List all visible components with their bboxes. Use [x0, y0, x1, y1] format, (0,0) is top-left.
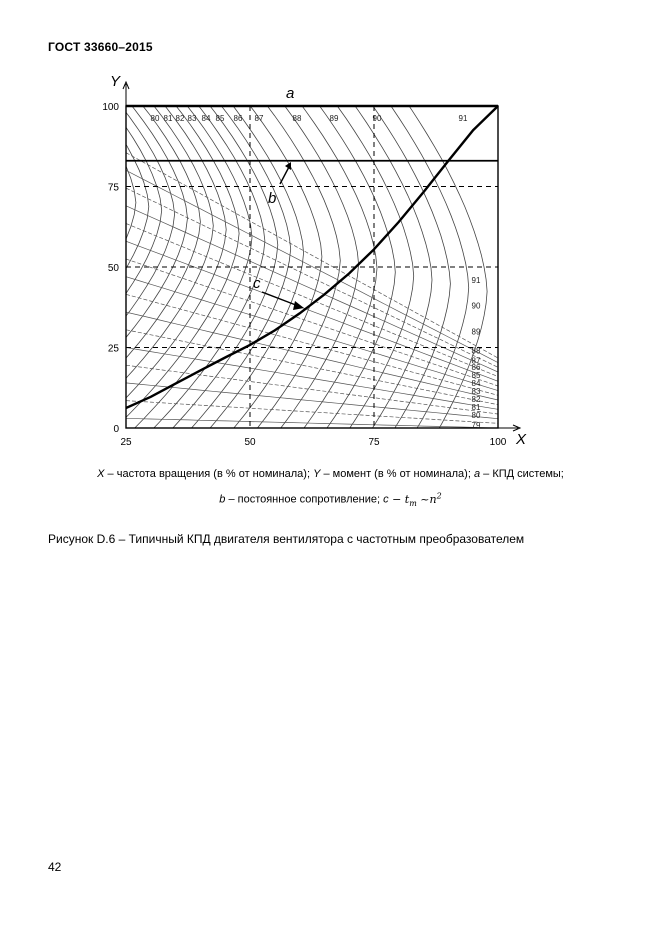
efficiency-contour-line	[126, 188, 498, 367]
contour-label: 80	[471, 411, 481, 421]
label-a: a	[286, 85, 295, 102]
efficiency-contour-line	[126, 153, 498, 358]
efficiency-contour-line	[126, 241, 498, 381]
efficiency-contour-line	[368, 50, 487, 470]
x-tick-label: 100	[489, 437, 507, 448]
legend-b-text: – постоянное сопротивление;	[225, 493, 384, 506]
formula-subscript: m	[409, 498, 417, 508]
formula-part-n: ~n	[416, 492, 437, 506]
y-tick-label: 25	[107, 343, 119, 355]
efficiency-contour-line	[14, 0, 200, 463]
contour-label: 81	[471, 403, 481, 413]
contour-label: 80	[150, 114, 160, 123]
legend-a-text: – КПД системы;	[480, 468, 564, 480]
figure-title: Рисунок D.6 – Типичный КПД двигателя вентилятора с частотным преобразователем	[48, 532, 525, 546]
page-number: 42	[48, 860, 62, 874]
contour-label: 90	[372, 114, 382, 123]
contour-label: 82	[471, 395, 481, 405]
x-tick-label: 75	[368, 437, 380, 448]
legend-a-symbol: a	[473, 468, 481, 480]
contour-label: 87	[254, 114, 264, 123]
contour-label: 91	[471, 275, 481, 285]
efficiency-contour-line	[126, 312, 498, 400]
efficiency-contour-line	[126, 348, 498, 413]
legend-line-1	[0, 464, 661, 485]
legend-b-symbol: b	[219, 493, 226, 506]
efficiency-contour-line	[126, 383, 498, 419]
contour-label: 82	[175, 114, 185, 123]
contour-label: 91	[458, 114, 468, 123]
contour-label: 85	[215, 114, 225, 123]
torque-curve-c	[126, 106, 498, 408]
legend-c-formula	[389, 493, 442, 506]
efficiency-contour-line	[64, 0, 239, 470]
efficiency-contour-line	[31, 0, 213, 467]
legend-line-2	[0, 485, 661, 514]
label-b: b	[268, 190, 277, 207]
figure-legend	[0, 464, 661, 514]
efficiency-contour-line	[0, 0, 175, 456]
contour-label: 85	[471, 370, 481, 380]
contour-label: 90	[471, 301, 481, 311]
contour-label: 89	[471, 327, 481, 337]
efficiency-contour-line	[131, 8, 291, 471]
efficiency-contour-line	[81, 0, 252, 470]
y-tick-label: 100	[102, 102, 119, 113]
contour-label: 83	[471, 386, 481, 396]
efficiency-contour-line	[0, 0, 187, 460]
x-tick-label: 50	[244, 437, 256, 448]
leader-c-arrowhead-icon	[293, 301, 304, 310]
contour-label: 86	[233, 114, 243, 123]
legend-x-text: – частота вращения (в % от номинала);	[104, 468, 314, 480]
formula-part-t: − t	[388, 492, 410, 506]
efficiency-contour-line	[169, 15, 322, 470]
document-header: ГОСТ 33660–2015	[48, 40, 153, 54]
contour-label: 84	[471, 378, 481, 388]
y-axis-title: Y	[110, 73, 121, 90]
efficiency-contour-line	[233, 27, 377, 470]
efficiency-contour-line	[126, 330, 498, 405]
formula-superscript: 2	[436, 491, 442, 500]
legend-y-symbol: Y	[313, 468, 321, 480]
efficiency-contour-line	[147, 11, 303, 470]
contour-label: 81	[163, 114, 173, 123]
contour-label: 84	[201, 114, 211, 123]
efficiency-contour-line	[98, 0, 265, 470]
contour-label: 79	[471, 420, 481, 430]
efficiency-contour-line	[280, 35, 414, 471]
label-c: c	[253, 275, 261, 292]
contour-label: 83	[187, 114, 197, 123]
contour-label: 86	[471, 362, 481, 372]
contour-label: 88	[292, 114, 302, 123]
legend-c-symbol: c	[383, 493, 389, 506]
legend-x-symbol: X	[97, 468, 105, 480]
efficiency-contour-line	[48, 0, 227, 470]
x-axis-title: X	[516, 431, 527, 448]
efficiency-contour-line	[0, 0, 136, 444]
efficiency-contour-line	[192, 19, 341, 470]
x-tick-label: 25	[120, 437, 132, 448]
efficiency-contour-line	[126, 362, 498, 414]
y-tick-label: 0	[113, 424, 119, 435]
contour-label: 89	[329, 114, 339, 123]
y-tick-label: 75	[107, 182, 119, 194]
legend-y-text: – момент (в % от номинала);	[320, 468, 474, 480]
y-tick-label: 50	[107, 263, 119, 274]
contour-label: 88	[471, 346, 481, 356]
contour-label: 87	[471, 356, 481, 366]
